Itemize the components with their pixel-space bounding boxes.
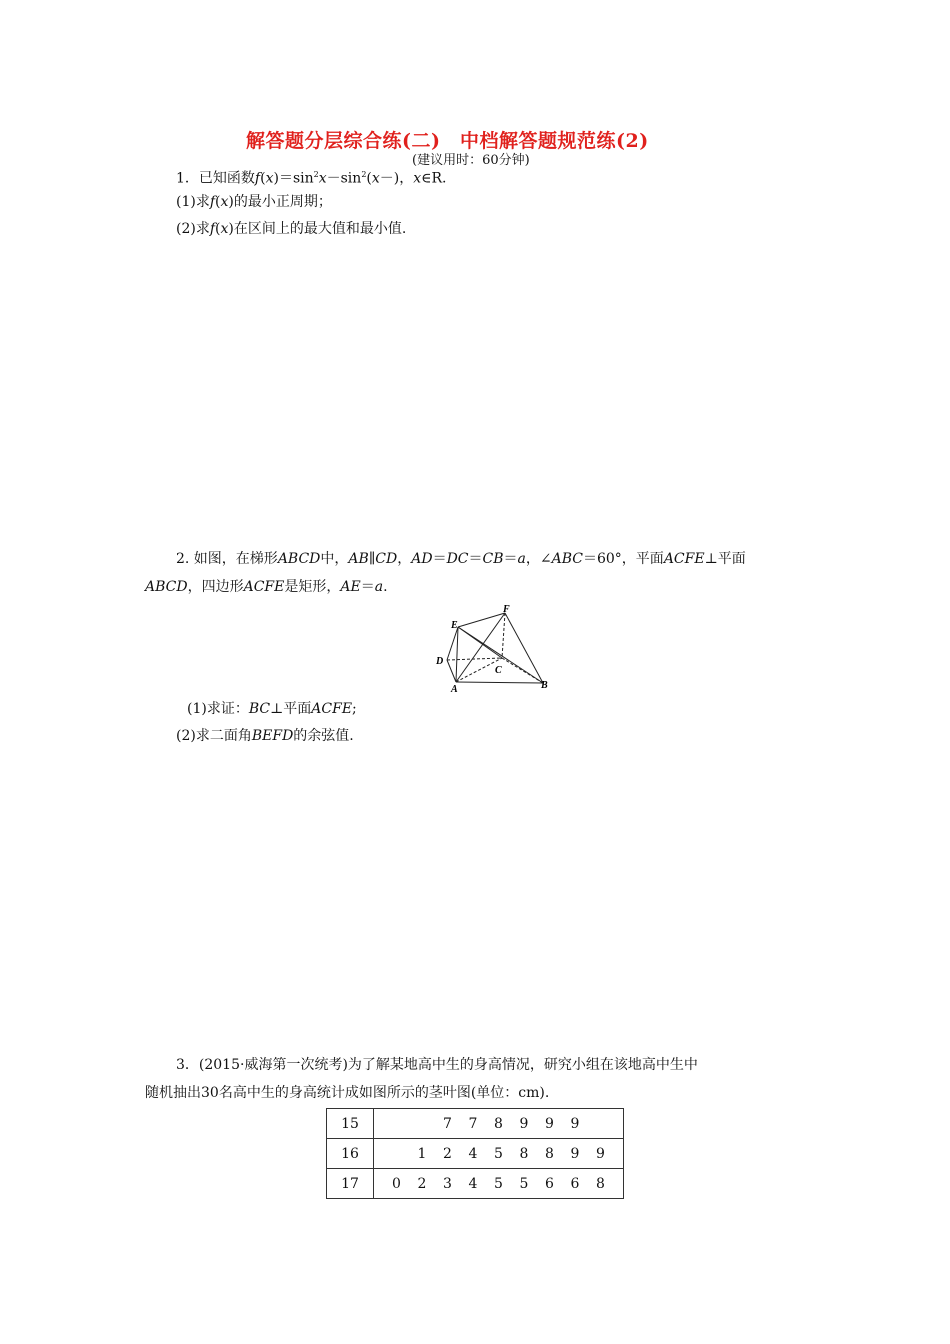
leaf-cell [374, 1139, 624, 1169]
stem-leaf-table [326, 1108, 624, 1199]
table-row [327, 1139, 624, 1169]
leaf-value: 9 [545, 1115, 554, 1132]
leaf-value: 2 [417, 1175, 427, 1192]
leaf-cell [374, 1169, 624, 1199]
q3-stem-line1: 3．(2015·威海第一次统考)为了解某地高中生的身高情况，研究小组在该地高中生中 [176, 1057, 698, 1073]
leaf-value: 4 [468, 1145, 478, 1162]
stem-cell: 16 [327, 1139, 374, 1169]
leaf-value: 8 [494, 1115, 503, 1132]
leaf-value: 8 [596, 1175, 605, 1192]
leaf-value: 3 [443, 1175, 452, 1192]
q2-part2: (2)求二面角BEFD的余弦值. [176, 728, 354, 744]
q2-stem-line2: ABCD，四边形ACFE是矩形，AE＝a. [145, 579, 388, 595]
label-B: B [541, 680, 548, 691]
q1-stem: 1．已知函数$f(x)=\sin^2x-\sin^2(x-)$，x∈R. [176, 170, 447, 187]
leaf-value: 5 [494, 1145, 503, 1162]
leaf-value: 4 [468, 1175, 478, 1192]
leaf-value: 9 [519, 1115, 529, 1132]
stem-cell: 15 [327, 1109, 374, 1139]
leaf-value: 7 [468, 1115, 478, 1132]
label-F: F [503, 604, 510, 615]
label-E: E [451, 620, 458, 631]
q2-stem-line1: 2. 如图，在梯形ABCD中，AB∥CD，AD＝DC＝CB＝a，∠ABC＝60°，平面ACFE⊥平面 [176, 551, 746, 567]
table-row [327, 1109, 624, 1139]
leaf-value: 6 [545, 1175, 554, 1192]
leaf-value: 8 [519, 1145, 529, 1162]
q2-figure [430, 600, 555, 695]
leaf-value: 2 [443, 1145, 452, 1162]
leaf-value: 8 [545, 1145, 554, 1162]
leaf-value: 5 [519, 1175, 529, 1192]
q3-stem-line2: 随机抽出30名高中生的身高统计成如图所示的茎叶图(单位：cm). [145, 1085, 550, 1101]
leaf-value: 9 [596, 1145, 605, 1162]
label-C: C [495, 665, 502, 676]
page-title: 解答题分层综合练(二) 中档解答题规范练(2) [246, 130, 649, 152]
label-D: D [436, 656, 444, 667]
leaf-value: 6 [570, 1175, 580, 1192]
leaf-value: 1 [417, 1145, 427, 1162]
leaf-value: 0 [392, 1175, 401, 1192]
leaf-value: 9 [570, 1115, 580, 1132]
q1-part2: (2)求f(x)在区间上的最大值和最小值. [176, 221, 407, 237]
leaf-value: 9 [570, 1145, 580, 1162]
table-row [327, 1169, 624, 1199]
leaf-cell [374, 1109, 624, 1139]
page-subtitle: (建议用时：60分钟) [412, 153, 530, 168]
stem-cell: 17 [327, 1169, 374, 1199]
label-A: A [451, 684, 458, 695]
leaf-value: 7 [443, 1115, 452, 1132]
q2-part1: (1)求证：BC⊥平面ACFE; [187, 701, 357, 717]
q1-part1: (1)求f(x)的最小正周期； [176, 194, 332, 210]
leaf-value: 5 [494, 1175, 503, 1192]
